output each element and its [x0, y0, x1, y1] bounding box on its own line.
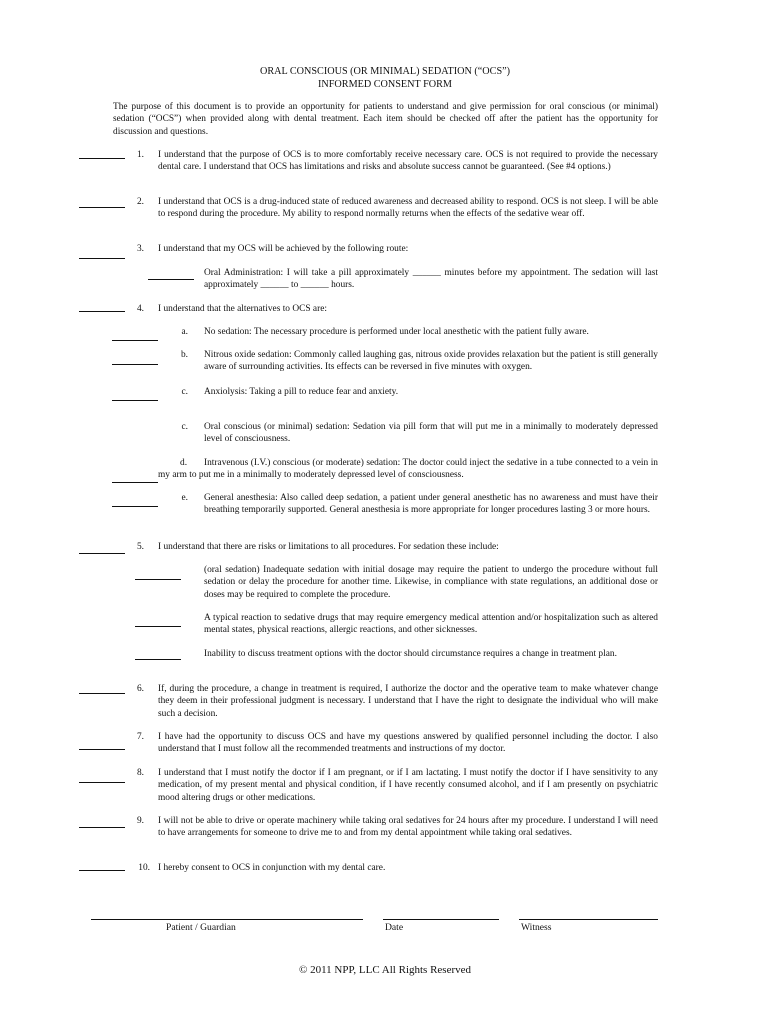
item-number-3: 3. — [136, 244, 144, 254]
checkoff-line-4b[interactable] — [112, 364, 158, 365]
item-text-1: I understand that the purpose of OCS is to more comfortably receive necessary care. OCS is not required to provide the necessary dental care. I understand that OCS has limitations and risks and absolute success cannot be guaranteed. (See #4 options.) — [158, 150, 658, 173]
checkoff-line-4a[interactable] — [112, 340, 158, 341]
item-text-9: I will not be able to drive or operate machinery while taking oral sedatives for 24 hours after my procedure. I understand I will need to have arrangements for someone to drive me to and from my dental appointment while taking oral sedatives. — [158, 816, 658, 839]
item-text-4b: Nitrous oxide sedation: Commonly called laughing gas, nitrous oxide provides relaxation but the patient is still generally aware of surrounding activities. Its effects can be reversed in five minutes with oxygen. — [204, 350, 658, 373]
item-text-5: I understand that there are risks or limitations to all procedures. For sedation these include: — [158, 542, 499, 552]
copyright-footer: © 2011 NPP, LLC All Rights Reserved — [298, 964, 472, 976]
date-label: Date — [385, 922, 404, 933]
item-text-3-oral: Oral Administration: I will take a pill approximately ______ minutes before my appointment. The sedation will last approximately ______ to ______ hours. — [204, 268, 658, 291]
checkoff-line-10[interactable] — [79, 870, 125, 871]
item-text-4a: No sedation: The necessary procedure is performed under local anesthetic with the patient fully aware. — [204, 327, 589, 337]
item-number-9: 9. — [136, 816, 144, 826]
checkoff-line-8[interactable] — [79, 782, 125, 783]
checkoff-line-5c[interactable] — [135, 659, 181, 660]
checkoff-line-5b[interactable] — [135, 626, 181, 627]
checkoff-line-1[interactable] — [79, 158, 125, 159]
item-text-5c: Inability to discuss treatment options with the doctor should circumstance requires a change in treatment plan. — [204, 649, 617, 659]
item-text-8: I understand that I must notify the doctor if I am pregnant, or if I am lactating. I must notify the doctor if I have sensitivity to any medication, of my present mental and physical condition, if I have recently consumed alcohol, and if I am presently on psychiatric mood altering drugs or other medications. — [158, 768, 658, 803]
checkoff-line-5[interactable] — [79, 553, 125, 554]
checkoff-line-6[interactable] — [79, 693, 125, 694]
witness-signature-line[interactable] — [519, 919, 658, 920]
item-number-6: 6. — [136, 684, 144, 694]
intro-paragraph: The purpose of this document is to provide an opportunity for patients to understand and give permission for oral conscious (or minimal) sedation (“OCS”) when provided along with dental treatment. Each item should be checked off after the patient has the opportunity for discussion and questions. — [113, 102, 658, 137]
checkoff-line-3-oral[interactable] — [148, 279, 194, 280]
item-number-8: 8. — [136, 768, 144, 778]
form-title: ORAL CONSCIOUS (OR MINIMAL) SEDATION (“OCS”) — [259, 66, 511, 77]
item-letter-4e: e. — [181, 493, 188, 503]
checkoff-line-4d[interactable] — [112, 482, 158, 483]
item-text-10: I hereby consent to OCS in conjunction with my dental care. — [158, 863, 386, 873]
item-text-4: I understand that the alternatives to OCS are: — [158, 304, 327, 314]
item-number-7: 7. — [136, 732, 144, 742]
patient-guardian-label: Patient / Guardian — [166, 922, 236, 933]
form-subtitle: INFORMED CONSENT FORM — [318, 79, 452, 90]
checkoff-line-4[interactable] — [79, 311, 125, 312]
checkoff-line-4c[interactable] — [112, 400, 158, 401]
item-text-4d: Intravenous (I.V.) conscious (or moderate) sedation: The doctor could inject the sedative in a tube connected to a vein in my arm to put me in a minimally to moderately depressed level of consciousness. — [158, 458, 658, 481]
checkoff-line-2[interactable] — [79, 207, 125, 208]
item-text-5b: A typical reaction to sedative drugs that may require emergency medical attention and/or hospitalization such as altered mental states, physical reactions, allergic reactions, and other sicknesses. — [204, 613, 658, 636]
item-letter-4a: a. — [181, 327, 188, 337]
checkoff-line-7[interactable] — [79, 749, 125, 750]
item-text-4c-oral: Oral conscious (or minimal) sedation: Sedation via pill form that will put me in a minimally to moderately depressed level of consciousness. — [204, 422, 658, 445]
item-text-3: I understand that my OCS will be achieved by the following route: — [158, 244, 409, 254]
checkoff-line-3[interactable] — [79, 258, 125, 259]
checkoff-line-5a[interactable] — [135, 579, 181, 580]
checkoff-line-4e[interactable] — [112, 506, 158, 507]
item-number-1: 1. — [136, 150, 144, 160]
item-text-5a: (oral sedation) Inadequate sedation with initial dosage may require the patient to undergo the procedure without full sedation or delay the procedure for another time. Likewise, in compliance with state regulations, an additional dose or doses may be required to complete the procedure. — [204, 565, 658, 600]
witness-label: Witness — [521, 922, 552, 933]
item-letter-4b: b. — [180, 350, 188, 360]
item-number-2: 2. — [136, 197, 144, 207]
item-text-4e: General anesthesia: Also called deep sedation, a patient under general anesthetic has no awareness and must have their breathing temporarily supported. General anesthesia is more appropriate for longer procedures lasting 3 or more hours. — [204, 493, 658, 516]
item-letter-4c-oral: c. — [181, 422, 188, 432]
item-text-7: I have had the opportunity to discuss OCS and have my questions answered by qualified personnel including the doctor. I also understand that I must follow all the recommended treatments and instructions of my doctor. — [158, 732, 658, 755]
item-text-4c: Anxiolysis: Taking a pill to reduce fear and anxiety. — [204, 387, 399, 397]
checkoff-line-9[interactable] — [79, 827, 125, 828]
date-signature-line[interactable] — [383, 919, 499, 920]
item-letter-4c: c. — [181, 387, 188, 397]
item-number-5: 5. — [136, 542, 144, 552]
item-letter-4d: d. — [180, 458, 188, 468]
item-number-10: 10. — [138, 863, 150, 873]
item-text-2: I understand that OCS is a drug-induced state of reduced awareness and decreased ability to respond. OCS is not sleep. I will be able to respond during the procedure. My ability to respond normally returns when the effects of the sedative wear off. — [158, 197, 658, 220]
patient-signature-line[interactable] — [91, 919, 363, 920]
item-number-4: 4. — [136, 304, 144, 314]
item-text-6: If, during the procedure, a change in treatment is required, I authorize the doctor and the operative team to make whatever change they deem in their professional judgment is necessary. I understand that I have the right to designate the individual who will make such a decision. — [158, 684, 658, 719]
